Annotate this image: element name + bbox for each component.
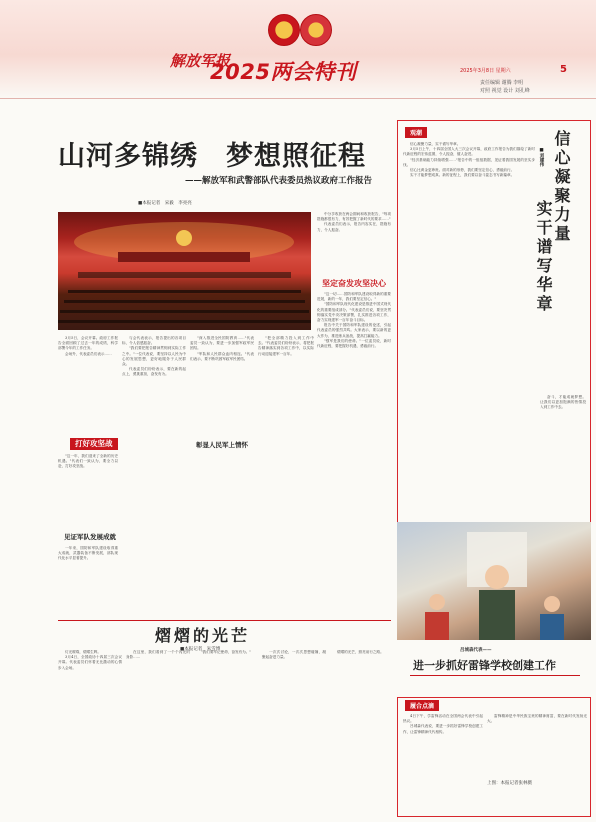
lead-body-col-d: "把全部精力投入到工作中去。"代表委员们纷纷表示，将把报告精神落实到各项工作中，以实际行动迎接建军一百年。 [258,336,314,356]
lead-body-col-right: 中分享收获在两会期间和收获报告，"每项措施都很有力，有效把握了新时代的要求……" 代表委员们表示，报告内容实在，措施有力，令人振奋。 [317,212,391,232]
lower-body-col-b: 在这里，我们看到了一个个闪光的身影…… [126,650,190,660]
lower-body-col-e: 熠熠的光芒，照亮前行之路。 [337,650,384,654]
lower-body-col-a: 灯光璀璨，熠熠生辉。 3月4日，全国政协十四届三次会议开幕。代表委员们怀着无比激动的心情步入会场。 [58,650,122,670]
masthead-calligraphy: 解放军报 [170,52,231,70]
lead-body-col-c: "这一切……国防和军队建设取得新的重要进展，新的一年，我们要坚定信心。" "国防和军队现代化建设是推进中国式现代化的重要组成部分。"代表委员们说，要坚决贯彻落实党中央决策部署，扎实推进各项工作，奋力实现建军一百年奋斗目标。 报告中关于国防和军队建设的论述，引起代表委员的强烈共鸣。大家表示，要以新的更大作为，推进练兵备战，提高打赢能力。 "强军是我们的使命。"一位委员说，新时代新征程，要把握好机遇，勇毅前行。 [317,292,391,349]
cppcc-emblem-icon [300,14,332,46]
lead-headline: 山河多锦绣 梦想照征程 [58,141,366,172]
lower-headline: 熠熠的光芒 [155,626,251,645]
section-tag-guanchao: 观潮 [405,127,427,138]
lead-byline: ■本报记者 宋毅 李亮亮 [138,201,192,206]
lower-body-col-d: 一次次讨论，一次次思想碰撞，凝聚起奋进力量。 [262,650,326,660]
main-photo-hall [58,212,311,330]
commentary-headline-col1: 信心凝聚力量 [552,130,571,244]
commentary-byline: ■刘建伟 [539,148,544,167]
issue-date: 2025年3月8日 星期六 [460,68,511,74]
lower-byline: ■本报记者 朱雪博 [180,647,221,652]
design-credits: 对照 视觉 设计 刘孔峰 [480,88,530,94]
feature-rule [410,675,580,676]
feature-caption: 吕城森代表—— [460,648,492,653]
lead-body-col-c2: "深入推进全民国防教育……"代表委员一致认为，要进一步加强军政军民团结。 "军队和人民群众血肉相连。"代表们表示，要不断巩固军政军民团结。 [190,336,254,361]
lead-subheadline: ——解放军和武警部队代表委员热议政府工作报告 [185,176,373,186]
lead-body-col-b: 与会代表表示，报告提出的各项目标，令人倍感振奋。 "我们要把报告精神贯彻到实际工作之中。"一位代表说，要坚持以人民为中心的发展思想，更好地服务于人民群众。 代表委员们纷纷表示，要在新的起点上，勇挑重担，奋发有为。 [122,336,186,377]
lower-body-col-c: "我们要牢记使命，奋发有为。" [201,650,252,654]
section-head-3: 彰显人民军上情怀 [196,441,248,449]
feature-photo [397,522,591,640]
special-edition-title: 2025两会特刊 [210,60,357,84]
commentary-body-tail: 奋斗，才能成就梦想。让我们以更加饱满的热情投入到工作中去。 [540,395,586,410]
commentary-headline-col2: 实干谱写华章 [534,200,553,314]
feature-headline: 进一步抓好雷锋学校创建工作 [413,659,556,672]
section-head-2: 见证军队发展成就 [64,533,116,541]
lower-story-rule [58,620,391,621]
lead-body-col-a1: 3月5日，会议开幕。政府工作报告全面回顾了过去一年的成绩，科学部署今年的工作任务。 会场外，代表委员们表示…… [58,336,118,356]
national-emblem-icon [268,14,300,46]
section-head-1: 坚定奋发攻坚决心 [322,278,386,288]
section-tag-bottom: 履合点滴 [405,700,439,711]
header-divider [0,98,596,99]
bottom-box-body-b: 雷锋精神是中华民族宝贵的精神财富，要在新时代发扬光大。 [487,714,587,724]
bottom-box-body-a: 4日下午，学雷锋活动在全国两会代表中引起热议。 吕城森代表说，要进一步抓好雷锋学校创建工作，让雷锋精神代代相传。 [403,714,483,734]
editor-credits: 责任编辑 谢腾 李明 [480,80,524,86]
section-ribbon-offensive: 打好攻坚战 [70,438,118,450]
bottom-box-caption: 上图：本报记者张林摄 [487,781,532,786]
lead-body-col-a2: "这一年，我们迎来了全新的历史机遇。"代表们一致认为，要全力以赴，打好攻坚战。 [58,454,118,469]
lead-body-col-a3: 一年来，国防和军队建设取得重大成就，武器装备不断发展，部队现代化水平显著提升。 [58,546,118,561]
page-number: 5 [560,64,567,75]
commentary-body: 信心凝聚力量，实干谱写华章。 3月5日上午，十四届全国人大三次会议开幕，政府工作报告为我们描绘了新时代新征程的宏伟蓝图，令人振奋，催人奋进。 "经济基础能力持续增强……"报告中的一组组数据，见证着我国发展的坚实步伐。 信心比黄金更珍贵。面对新的形势，我们要坚定信心，勇毅前行。 实干才能梦想成真。新的征程上，我们要以奋斗姿态书写新篇章。 [403,142,535,178]
